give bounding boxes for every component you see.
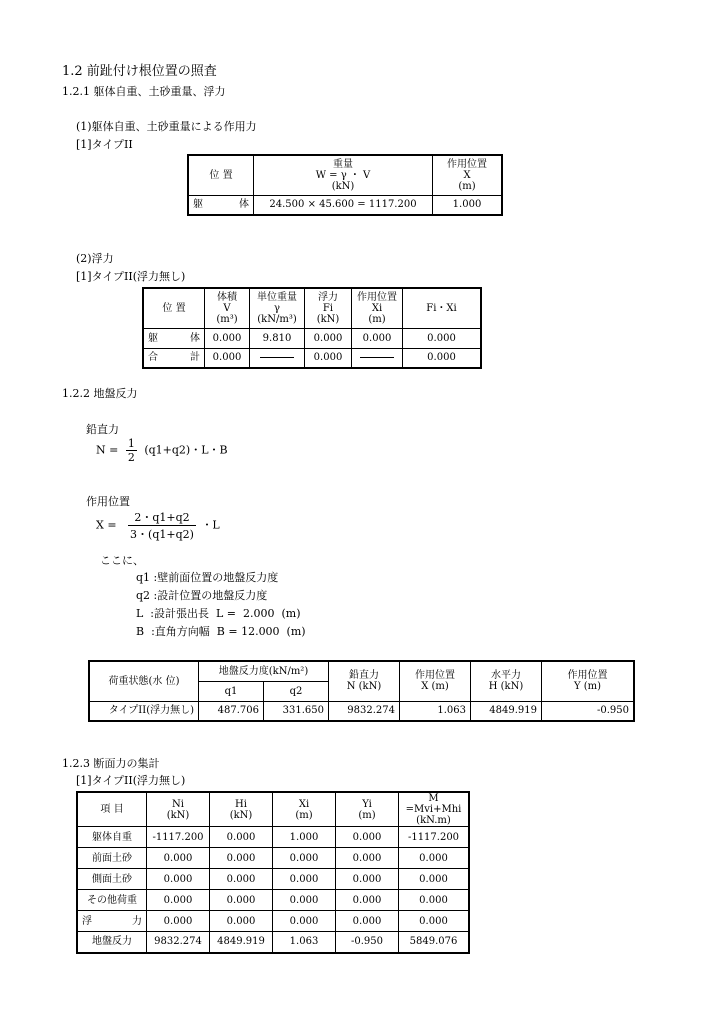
header-action-position: 作用位置 Xi (m)	[352, 288, 403, 328]
header-vertical-force: 鉛直力 N (kN)	[329, 661, 400, 701]
row-weight: 24.500 × 45.600 = 1117.200	[254, 195, 433, 215]
type-label-3: [1]タイプII(浮力無し)	[76, 774, 186, 787]
equation-X: X = $\frac{2・q1+q2}{3・(q1+q2)}$ ・L	[96, 511, 220, 541]
table-row: 浮 力 0.000 0.000 0.000 0.000 0.000	[77, 911, 469, 932]
table-row: 側面土砂 0.000 0.000 0.000 0.000 0.000	[77, 869, 469, 890]
header-q2: q2	[264, 681, 329, 701]
header-Yi: Yi (m)	[336, 792, 399, 827]
type-label-2: [1]タイプII(浮力無し)	[76, 270, 186, 283]
row-name: 躯 体	[188, 195, 254, 215]
action-position-label: 作用位置	[86, 495, 130, 508]
weight-table	[187, 154, 503, 216]
header-weight: 重量 W = γ ・ V (kN)	[254, 155, 433, 195]
table-row: その他荷重 0.000 0.000 0.000 0.000 0.000	[77, 890, 469, 911]
table-row: 合 計 0.000 0.000 0.000	[143, 348, 481, 368]
here-label: ここに、	[100, 554, 144, 567]
header-Hi: Hi (kN)	[210, 792, 273, 827]
section-title-1-2-2: 1.2.2 地盤反力	[62, 387, 138, 400]
table-row: 躯 体 0.000 9.810 0.000 0.000 0.000	[143, 328, 481, 348]
dash-line	[260, 357, 294, 358]
dash-line	[360, 357, 394, 358]
header-action-position-y: 作用位置 Y (m)	[542, 661, 635, 701]
header-action-position-x: 作用位置 X (m)	[400, 661, 471, 701]
header-volume: 体積 V (m³)	[205, 288, 250, 328]
type-label-1: [1]タイプII	[76, 138, 133, 151]
header-position: 位 置	[188, 155, 254, 195]
table-row: 地盤反力 9832.274 4849.919 1.063 -0.950 5849.076	[77, 932, 469, 953]
header-Xi: Xi (m)	[273, 792, 336, 827]
equation-N: N = $\frac{1}{2}$ (q1+q2)・L・B	[96, 437, 228, 464]
vertical-force-label: 鉛直力	[86, 423, 119, 436]
header-ground-reaction: 地盤反力度(kN/m²)	[199, 661, 329, 681]
subsection-buoyancy: (2)浮力	[76, 252, 114, 265]
table-row: タイプII(浮力無し) 487.706 331.650 9832.274 1.063 4849.919 -0.950	[89, 701, 634, 721]
subsection-weight: (1)躯体自重、土砂重量による作用力	[76, 120, 257, 133]
header-item: 項 目	[77, 792, 147, 827]
header-load-case: 荷重状態(水 位)	[89, 661, 199, 701]
header-fx: Fi・Xi	[403, 288, 482, 328]
definition-q2: q2 :設計位置の地盤反力度	[136, 589, 268, 602]
table-row: 前面土砂 0.000 0.000 0.000 0.000 0.000	[77, 848, 469, 869]
table-row: 躯体自重 -1117.200 0.000 1.000 0.000 -1117.200	[77, 827, 469, 848]
definition-q1: q1 :壁前面位置の地盤反力度	[136, 571, 279, 584]
section-force-table	[76, 791, 470, 954]
header-unit-weight: 単位重量 γ (kN/m³)	[250, 288, 305, 328]
section-title-1-2-1: 1.2.1 躯体自重、土砂重量、浮力	[62, 85, 226, 98]
header-M: M =Mvi+Mhi (kN.m)	[399, 792, 470, 827]
definition-B: B :直角方向幅 B = 12.000 (m)	[136, 625, 306, 638]
buoyancy-table	[142, 287, 482, 369]
header-horizontal-force: 水平力 H (kN)	[471, 661, 542, 701]
header-q1: q1	[199, 681, 264, 701]
header-position: 位 置	[143, 288, 205, 328]
definition-L: L :設計張出長 L = 2.000 (m)	[136, 607, 301, 620]
header-Ni: Ni (kN)	[147, 792, 210, 827]
section-title-1-2: 1.2 前趾付け根位置の照査	[62, 64, 217, 79]
row-x: 1.000	[433, 195, 503, 215]
ground-reaction-table	[88, 660, 635, 722]
header-buoyancy: 浮力 Fi (kN)	[305, 288, 352, 328]
section-title-1-2-3: 1.2.3 断面力の集計	[62, 757, 160, 770]
header-action-position: 作用位置 X (m)	[433, 155, 503, 195]
